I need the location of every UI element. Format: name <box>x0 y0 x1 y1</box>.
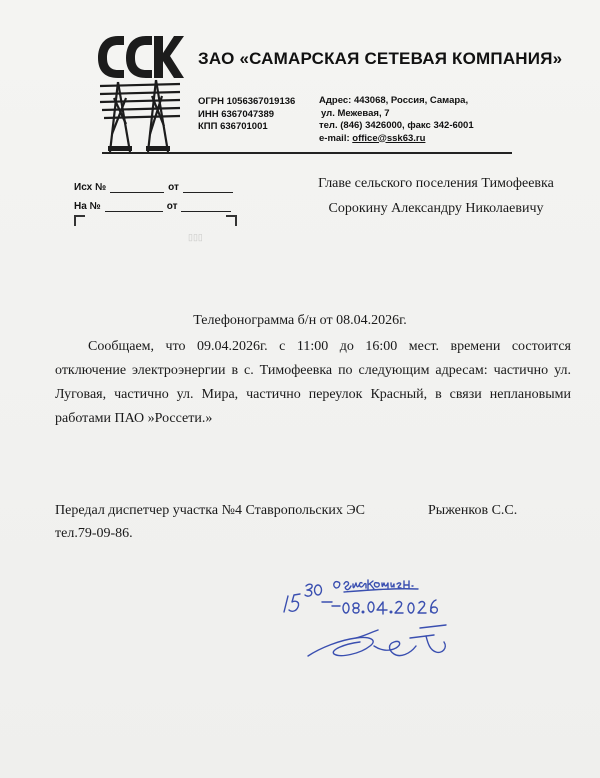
kpp-text: КПП 636701001 <box>198 121 268 132</box>
reference-fields <box>74 174 237 212</box>
address-line-1: Адрес: 443068, Россия, Самара, <box>319 95 469 106</box>
faint-stamp-mark: ▯▯▯ <box>188 232 203 242</box>
email-line <box>319 133 474 146</box>
handwritten-acknowledgement <box>260 550 530 680</box>
document-title: Телефонограмма б/н от 08.04.2026г. <box>193 313 407 328</box>
incoming-number-row <box>74 193 237 212</box>
registration-details <box>198 96 295 134</box>
incoming-number-label: На № <box>74 201 101 212</box>
company-name: ЗАО «САМАРСКАЯ СЕТЕВАЯ КОМПАНИЯ» <box>198 49 563 68</box>
outgoing-number-row <box>74 174 237 193</box>
document-body: Сообщаем, что 09.04.2026г. с 11:00 до 16:00 мест. времени состоится отключение электроэнергии в с. Тимофеевка по следующим адресам: частично ул. Луговая, частично ул. Мира, частично переулок Красный, в связи неплановыми работами ПАО »Россети.» <box>55 339 571 426</box>
addressee-line-2: Сорокину Александру Николаевичу <box>328 201 544 216</box>
company-logo <box>96 34 184 152</box>
addressee-line-1: Главе сельского поселения Тимофеевка <box>318 176 554 191</box>
email-link[interactable]: office@ssk63.ru <box>352 132 426 144</box>
incoming-date-label: от <box>166 201 178 212</box>
incoming-date-field <box>181 200 231 212</box>
header-divider <box>102 152 512 154</box>
contact-details <box>319 95 474 145</box>
outgoing-number-label: Исх № <box>74 182 107 193</box>
sender-position: Передал диспетчер участка №4 Ставропольских ЭС <box>55 503 365 518</box>
corner-mark-right <box>226 215 237 226</box>
addressee-block <box>296 171 576 221</box>
sender-name: Рыженков С.С. <box>428 503 518 518</box>
ogrn-text: ОГРН 1056367019136 <box>198 96 296 107</box>
outgoing-date-field <box>183 181 233 193</box>
inn-text: ИНН 6367047389 <box>198 108 275 120</box>
outgoing-date-label: от <box>168 182 179 193</box>
corner-mark-left <box>74 215 85 226</box>
address-line-2: ул. Межевая, 7 <box>321 107 390 119</box>
phone-fax-line: тел. (846) 3426000, факс 342-6001 <box>319 120 474 131</box>
email-label: e-mail: <box>319 132 353 144</box>
outgoing-number-field <box>110 181 164 193</box>
sender-phone: тел.79-09-86. <box>55 526 133 541</box>
incoming-number-field <box>105 200 163 212</box>
